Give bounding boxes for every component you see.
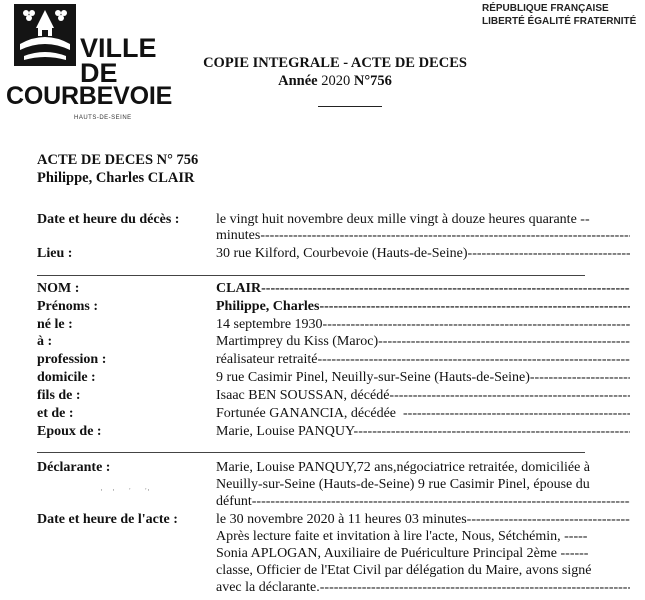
death-datetime-label: Date et heure du décès :	[37, 212, 180, 227]
act-number: N°756	[353, 73, 392, 89]
birth-place-label: à :	[37, 334, 53, 349]
act-datetime-line1: le 30 novembre 2020 à 11 heures 03 minutes -----	[216, 512, 630, 528]
domicile-value: 9 rue Casimir Pinel, Neuilly-sur-Seine (Hauts-de-Seine) -----	[216, 370, 630, 386]
act-datetime-line4: classe, Officier de l'Etat Civil par délégation du Maire, avons signé	[216, 563, 592, 578]
profession-label: profession :	[37, 352, 107, 367]
prenoms-value: Philippe, Charles -----	[216, 299, 630, 315]
act-datetime-line5: avec la déclarante. -----	[216, 580, 630, 596]
birth-place-value: Martimprey du Kiss (Maroc) -----	[216, 334, 630, 350]
declarant-line2: Neuilly-sur-Seine (Hauts-de-Seine) 9 rue Casimir Pinel, épouse du	[216, 477, 590, 492]
act-datetime-line2: Après lecture faite et invitation à lire l'acte, Nous, Sétchémin, -----	[216, 529, 588, 544]
logo-ville-text: VILLE	[80, 33, 157, 63]
logo-de-text: DE	[80, 58, 118, 88]
prenoms-label: Prénoms :	[37, 299, 99, 314]
birth-date-label: né le :	[37, 317, 73, 332]
republic-line-2: LIBERTÉ ÉGALITÉ FRATERNITÉ	[482, 16, 637, 27]
section-divider-2	[37, 452, 585, 453]
act-deceased-name: Philippe, Charles CLAIR	[37, 170, 195, 186]
year-value: 2020	[321, 73, 351, 89]
birth-date-value: 14 septembre 1930 -----	[216, 317, 630, 333]
header-divider	[318, 106, 382, 107]
city-emblem-icon	[14, 4, 76, 66]
section-divider-1	[37, 275, 585, 276]
father-label: fils de :	[37, 388, 81, 403]
declarant-label: Déclarante :	[37, 460, 111, 475]
death-datetime-line1: le vingt huit novembre deux mille vingt à douze heures quarante --	[216, 212, 590, 227]
mother-value: Fortunée GANANCIA, décédée -----	[216, 406, 630, 422]
death-datetime-line2: minutes -----	[216, 228, 630, 244]
death-place-label: Lieu :	[37, 246, 73, 261]
father-value: Isaac BEN SOUSSAN, décédé -----	[216, 388, 630, 404]
death-place: 30 rue Kilford, Courbevoie (Hauts-de-Seine) -----	[216, 246, 630, 262]
logo-city-text: COURBEVOIE	[6, 82, 173, 110]
declarant-line1: Marie, Louise PANQUY,72 ans,négociatrice retraitée, domiciliée à	[216, 460, 590, 475]
document-title: COPIE INTEGRALE - ACTE DE DECES	[203, 55, 467, 71]
nom-value: CLAIR -----	[216, 281, 630, 297]
logo-region-text: HAUTS-DE-SEINE	[74, 115, 132, 121]
document-year-number	[195, 73, 475, 90]
declarant-line3: défunt -----	[216, 494, 630, 510]
republic-line-1: RÉPUBLIQUE FRANÇAISE	[482, 3, 609, 14]
act-datetime-label: Date et heure de l'acte :	[37, 512, 178, 527]
nom-label: NOM :	[37, 281, 80, 296]
spouse-value: Marie, Louise PANQUY -----	[216, 424, 630, 440]
year-label: Année	[278, 73, 318, 89]
act-title: ACTE DE DECES N° 756	[37, 152, 199, 168]
domicile-label: domicile :	[37, 370, 96, 385]
act-datetime-line3: Sonia APLOGAN, Auxiliaire de Puériculture Principal 2ème ------	[216, 546, 589, 561]
scan-speck: · · ˑ ˑ·	[100, 485, 150, 495]
spouse-label: Epoux de :	[37, 424, 102, 439]
profession-value: réalisateur retraité -----	[216, 352, 630, 368]
mother-label: et de :	[37, 406, 74, 421]
